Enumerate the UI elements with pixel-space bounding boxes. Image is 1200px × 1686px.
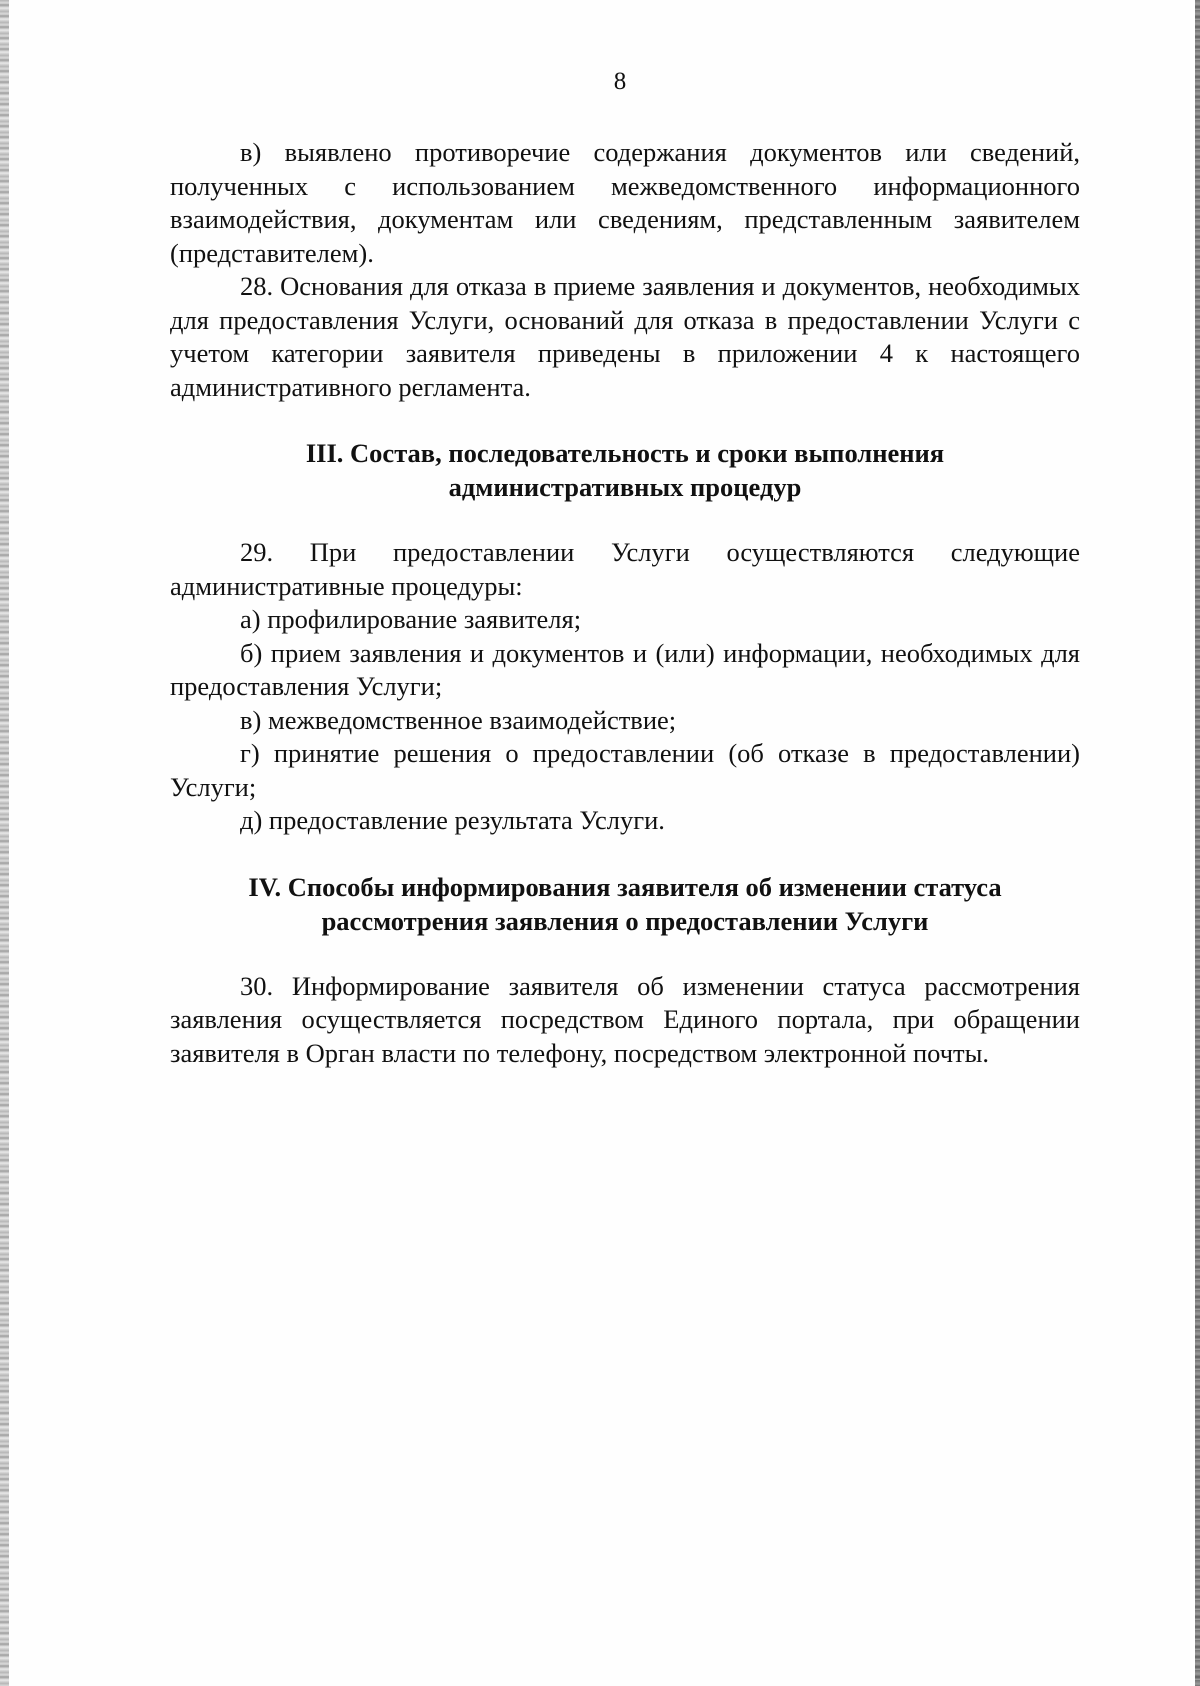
scan-edge-left	[0, 0, 9, 1686]
paragraph-v: в) выявлено противоречие содержания документов или сведений, полученных с использованием межведомственного информационного взаимодействия, документам или сведениям, представленным заявителем (представителем).	[170, 137, 1080, 268]
section-4-heading-line-2: рассмотрения заявления о предоставлении Услуги	[321, 905, 929, 936]
list-item-g: г) принятие решения о предоставлении (об отказе в предоставлении) Услуги;	[170, 738, 1080, 802]
document-body	[170, 136, 1080, 1070]
paragraph-29: 29. При предоставлении Услуги осуществляются следующие административные процедуры:	[170, 537, 1080, 601]
list-item-b: б) прием заявления и документов и (или) информации, необходимых для предоставления Услуги;	[170, 637, 1080, 701]
paragraph-28: 28. Основания для отказа в приеме заявления и документов, необходимых для предоставления Услуги, оснований для отказа в предоставлении Услуги с учетом категории заявителя приведены в приложении 4 к настоящего административного регламента.	[170, 271, 1080, 402]
section-3-heading	[170, 436, 1080, 504]
list-item-d: д) предоставление результата Услуги.	[240, 805, 665, 835]
paragraph-30: 30. Информирование заявителя об изменении статуса рассмотрения заявления осуществляется посредством Единого портала, при обращении заявителя в Орган власти по телефону, посредством электронной почты.	[170, 970, 1080, 1068]
section-4-heading-line-1: IV. Способы информирования заявителя об изменении статуса	[248, 871, 1002, 902]
scan-edge-right	[1195, 0, 1200, 1686]
section-3-heading-line-2: административных процедур	[448, 472, 802, 502]
list-item-a: а) профилирование заявителя;	[240, 604, 582, 634]
section-4-heading	[170, 870, 1080, 938]
section-3-heading-line-1: III. Состав, последовательность и сроки выполнения	[305, 438, 945, 468]
section-3-body	[170, 536, 1080, 838]
section-4-body	[170, 970, 1080, 1071]
list-item-v: в) межведомственное взаимодействие;	[240, 704, 677, 735]
page-number: 8	[613, 68, 627, 95]
